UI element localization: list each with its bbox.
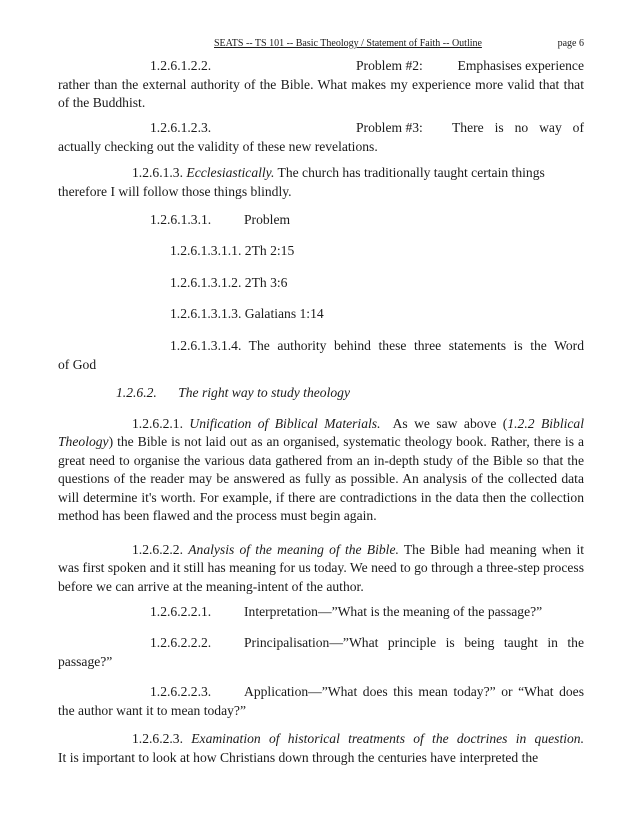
item-number: 1.2.6.2.3. <box>132 731 183 746</box>
item-continuation: therefore I will follow those things blindly. <box>58 184 292 199</box>
item-continuation: of God <box>58 357 97 372</box>
item-number: 1.2.6.2.2. <box>132 542 183 557</box>
item-title: Examination of historical treatments of the doctrines in question. <box>191 731 584 746</box>
item-number: 1.2.6.2. <box>116 385 157 400</box>
running-header <box>214 38 584 49</box>
item-number: 1.2.6.1.2.3. <box>150 120 212 135</box>
item-label: Principalisation—”What principle is being taught in the <box>244 635 584 650</box>
header-title: SEATS -- TS 101 -- Basic Theology / Statement of Faith -- Outline <box>214 38 482 49</box>
item-text: As we saw above ( <box>392 416 508 431</box>
outline-item-1.2.6.1.3.1.2 <box>170 275 287 291</box>
item-continuation: it was first spoken and it still has meaning for us today. We need to go through a three-step process before we can arrive at the meaning-intent of the author. <box>58 542 585 594</box>
item-title: Analysis of the meaning of the Bible. <box>188 542 399 557</box>
item-text: The church has traditionally taught certain things <box>277 165 545 180</box>
item-continuation: ) the Bible is not laid out as an organised, systematic theology book. Rather, there is a great need to organise the various data gathered from an in-depth study of the Bible so that the questions of the reader may be answered as fully as possible. An analysis of the collected data will determine it's worth. For example, if there are contradictions in the data then the collection method has been flawed and the process must begin again. <box>58 434 584 524</box>
item-label: Problem <box>244 212 291 227</box>
item-number: 1.2.6.1.3.1.3. <box>170 306 242 321</box>
item-number: 1.2.6.2.1. <box>132 416 183 431</box>
item-continuation: actually checking out the validity of these new revelations. <box>58 139 378 154</box>
item-title: Unification of Biblical Materials. <box>189 416 381 431</box>
cross-reference: 1.2.2 Biblical <box>507 416 584 431</box>
section-title: The right way to study theology <box>178 385 350 400</box>
item-text: The Bible had meaning when <box>403 542 572 557</box>
item-text: The authority behind these three statements is the Word <box>248 338 584 353</box>
item-text: There is no way of <box>452 120 584 135</box>
item-continuation: It is important to look at how Christians down through the centuries have interpreted the <box>58 750 539 765</box>
item-number: 1.2.6.1.3. <box>132 165 183 180</box>
outline-item-1.2.6.1.3.1.1 <box>170 243 294 259</box>
item-number: 1.2.6.1.3.1.2. <box>170 275 242 290</box>
outline-item-1.2.6.2.1 <box>58 415 584 525</box>
item-label: Problem #2: <box>356 58 423 73</box>
item-line <box>170 338 584 354</box>
section-heading-1.2.6.2 <box>116 385 350 401</box>
outline-item-1.2.6.1.3.1.3 <box>170 306 324 322</box>
item-text: Emphasises experience <box>457 58 584 73</box>
item-text: 2Th 2:15 <box>244 243 295 258</box>
item-continuation: rather than the external authority of the Bible. What makes my experience more valid that that of the Buddhist. <box>58 77 584 111</box>
item-text: Galatians 1:14 <box>244 306 324 321</box>
cross-reference-2: Theology <box>58 434 109 450</box>
page-number: page 6 <box>557 38 584 49</box>
item-text: 2Th 3:6 <box>244 275 288 290</box>
item-number: 1.2.6.1.3.1.4. <box>170 338 242 353</box>
item-continuation: passage?” <box>58 654 113 669</box>
item-number: 1.2.6.1.3.1. <box>150 212 212 227</box>
item-line <box>132 165 545 181</box>
item-label: Interpretation—”What is the meaning of the passage?” <box>244 604 543 619</box>
outline-item-1.2.6.2.2 <box>58 541 584 596</box>
item-continuation: the author want it to mean today?” <box>58 703 246 718</box>
item-number: 1.2.6.2.2.2. <box>150 635 212 650</box>
item-number: 1.2.6.1.3.1.1. <box>170 243 242 258</box>
item-number: 1.2.6.2.2.1. <box>150 604 212 619</box>
item-number: 1.2.6.1.2.2. <box>150 58 212 73</box>
item-number: 1.2.6.2.2.3. <box>150 684 212 699</box>
item-label: Problem #3: <box>356 120 423 135</box>
item-label: Application—”What does this mean today?” or “What does <box>244 684 584 699</box>
item-title: Ecclesiastically. <box>186 165 275 180</box>
item-line <box>132 731 584 747</box>
